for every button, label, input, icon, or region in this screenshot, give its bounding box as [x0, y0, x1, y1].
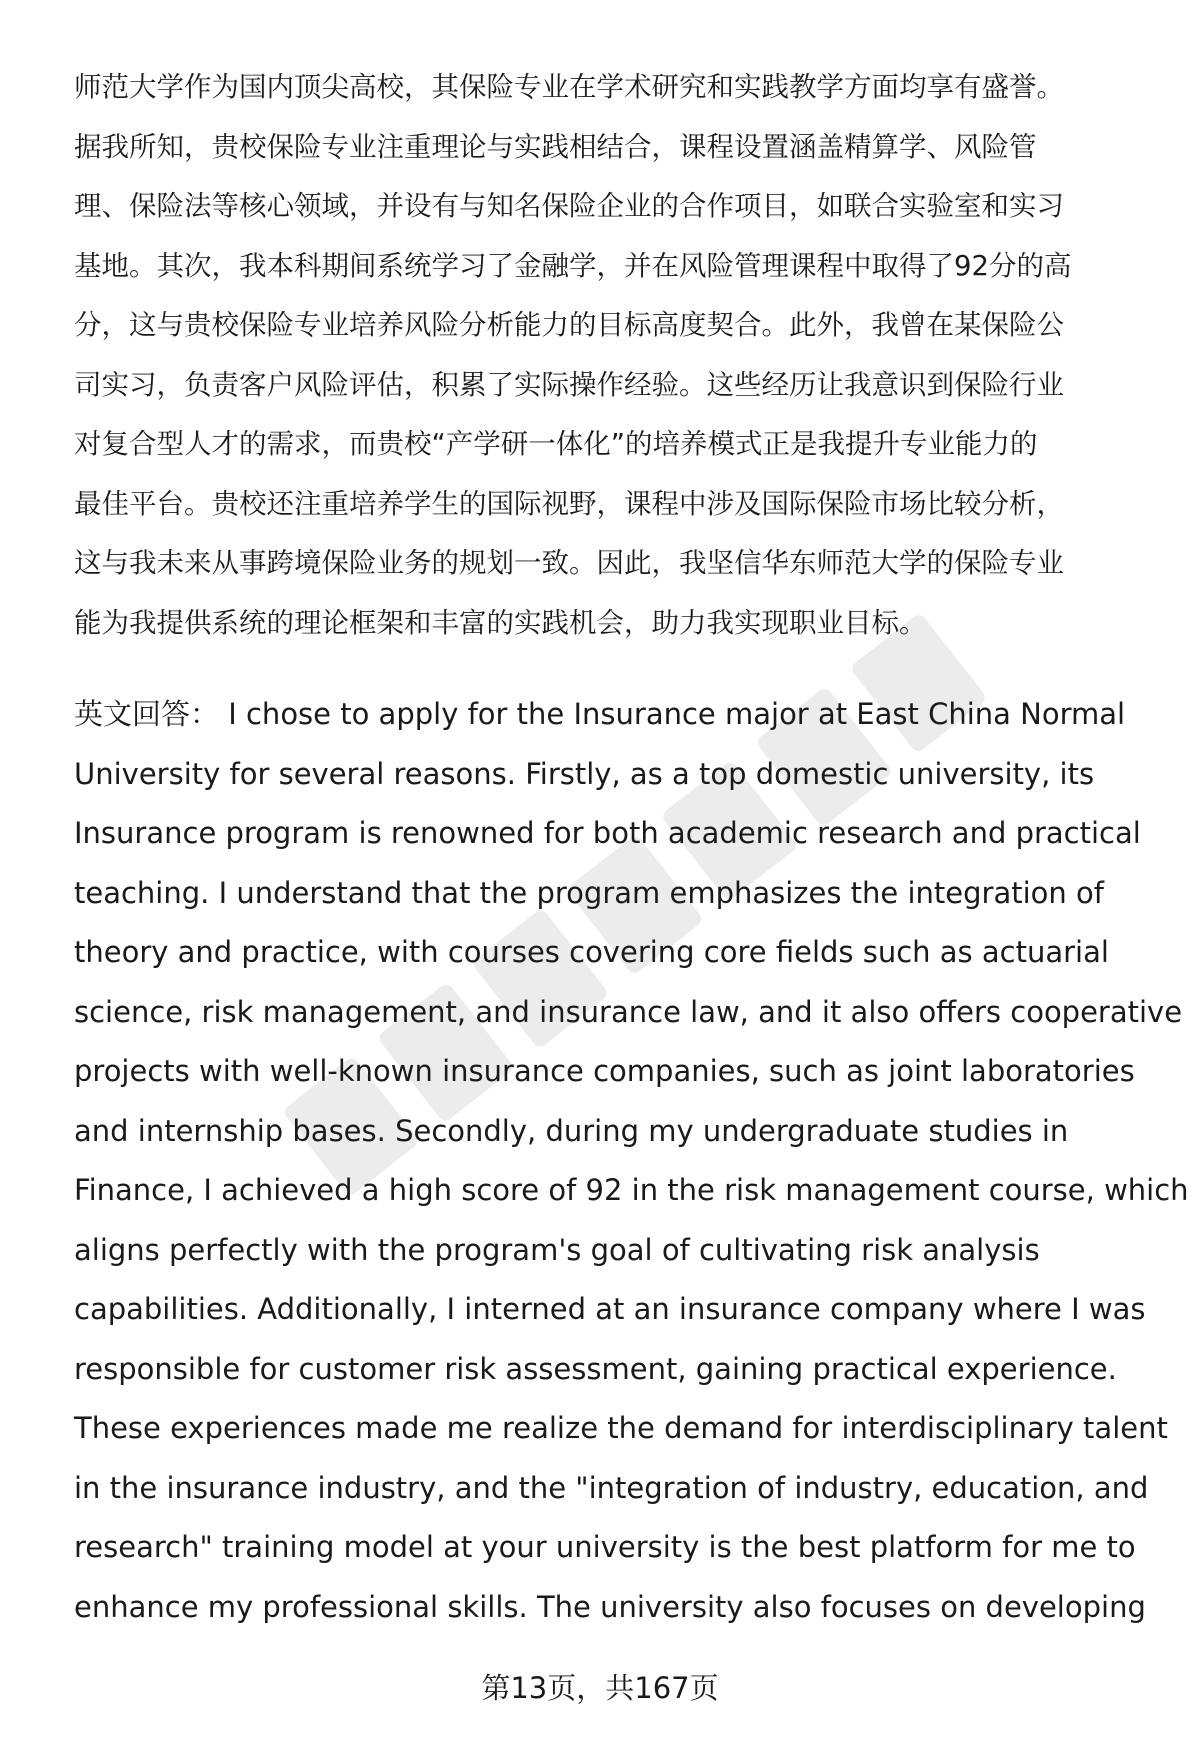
text-line: 最佳平台。贵校还注重培养学生的国际视野，课程中涉及国际保险市场比较分析，: [74, 487, 1064, 520]
text-line: 司实习，负责客户风险评估，积累了实际操作经验。这些经历让我意识到保险行业: [74, 368, 1064, 401]
text-line: Insurance program is renowned for both academic research and practical: [74, 816, 1141, 850]
text-line: 分，这与贵校保险专业培养风险分析能力的目标高度契合。此外，我曾在某保险公: [74, 309, 1064, 341]
text-line: in the insurance industry, and the "integration of industry, education, and: [74, 1470, 1149, 1505]
chinese-answer-paragraph: [74, 58, 1154, 653]
text-line: theory and practice, with courses covering core fields such as actuarial: [74, 935, 1109, 969]
page-number-footer: 第13页，共167页: [481, 1671, 719, 1705]
text-line: projects with well-known insurance companies, such as joint laboratories: [74, 1054, 1135, 1088]
text-line: 据我所知，贵校保险专业注重理论与实践相结合，课程设置涵盖精算学、风险管: [74, 130, 1037, 163]
text-line: 能为我提供系统的理论框架和丰富的实践机会，助力我实现职业目标。: [74, 606, 927, 639]
text-line: teaching. I understand that the program emphasizes the integration of: [74, 875, 1104, 910]
text-line: 英文回答： I chose to apply for the Insurance major at East China Normal: [74, 697, 1126, 731]
text-line: capabilities. Additionally, I interned at an insurance company where I was: [74, 1292, 1146, 1326]
text-line: 基地。其次，我本科期间系统学习了金融学，并在风险管理课程中取得了92分的高: [74, 249, 1072, 282]
text-line: responsible for customer risk assessment, gaining practical experience.: [74, 1351, 1117, 1386]
text-line: 这与我未来从事跨境保险业务的规划一致。因此，我坚信华东师范大学的保险专业: [74, 547, 1064, 579]
text-line: research" training model at your university is the best platform for me to: [74, 1530, 1136, 1564]
text-line: 理、保险法等核心领域，并设有与知名保险企业的合作项目，如联合实验室和实习: [74, 190, 1064, 222]
text-line: aligns perfectly with the program's goal of cultivating risk analysis: [74, 1232, 1040, 1267]
text-line: These experiences made me realize the demand for interdisciplinary talent: [74, 1411, 1168, 1445]
text-line: University for several reasons. Firstly, as a top domestic university, its: [74, 756, 1095, 791]
text-line: 师范大学作为国内顶尖高校，其保险专业在学术研究和实践教学方面均享有盛誉。: [74, 71, 1064, 103]
text-line: enhance my professional skills. The university also focuses on developing: [74, 1589, 1146, 1624]
text-line: 对复合型人才的需求，而贵校“产学研一体化”的培养模式正是我提升专业能力的: [74, 428, 1038, 460]
text-line: Finance, I achieved a high score of 92 in the risk management course, which: [74, 1173, 1189, 1207]
text-line: and internship bases. Secondly, during my undergraduate studies in: [74, 1113, 1069, 1148]
text-line: science, risk management, and insurance law, and it also offers cooperative: [74, 994, 1183, 1029]
english-answer-paragraph: [74, 685, 1189, 1637]
